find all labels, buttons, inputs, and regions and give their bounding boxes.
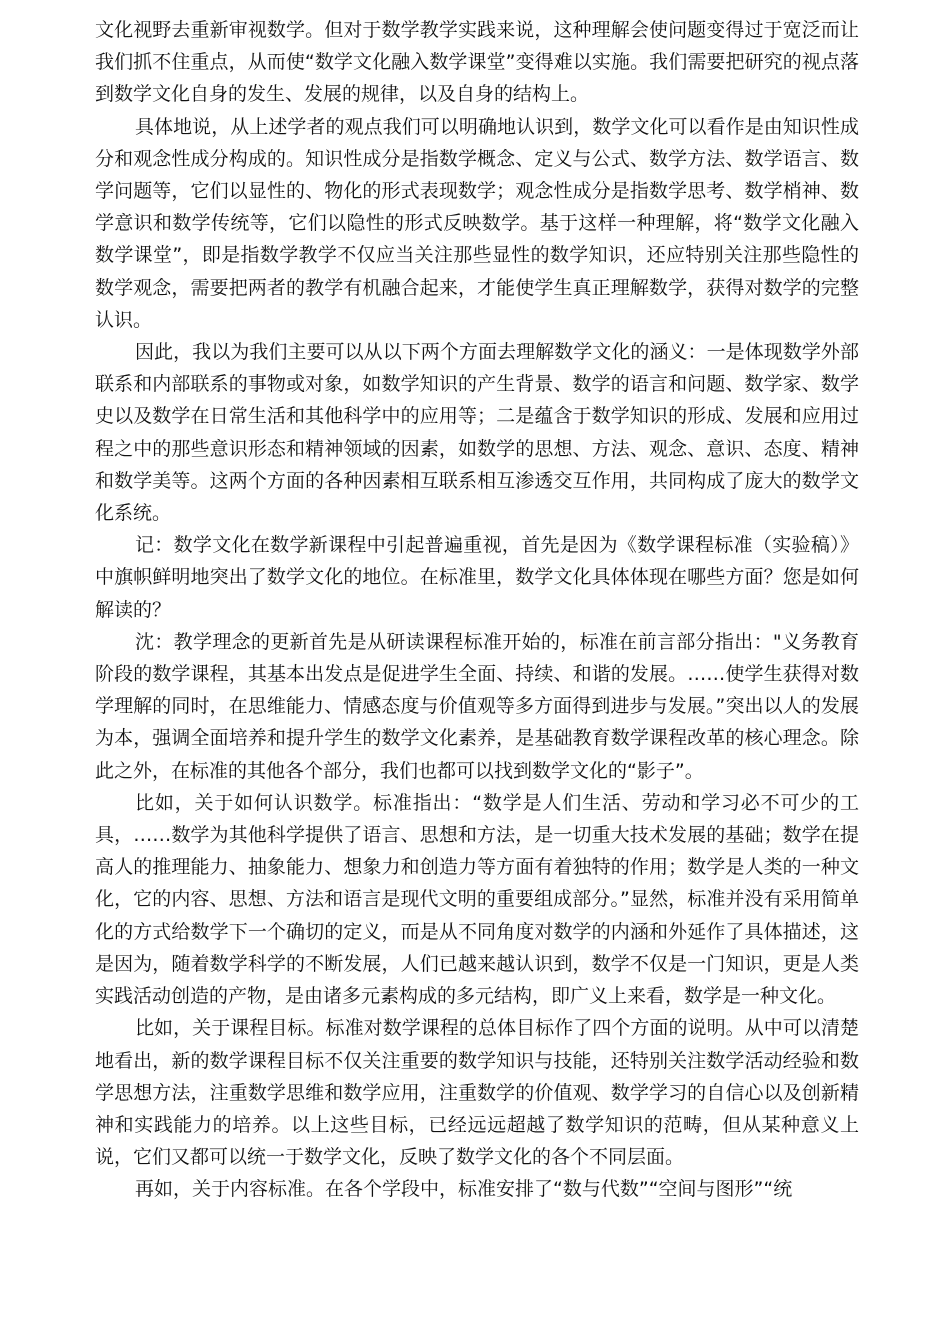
paragraph-2: 具体地说，从上述学者的观点我们可以明确地认识到，数学文化可以看作是由知识性成分和观念性成分构成的。知识性成分是指数学概念、定义与公式、数学方法、数学语言、数学问题等，它们以显性的、物化的形式表现数学；观念性成分是指数学思考、数学梢神、数学意识和数学传统等，它们以隐性的形式反映数学。基于这样一种理解，将“数学文化融入数学课堂”，即是指数学教学不仅应当关注那些显性的数学知识，还应特别关注那些隐性的数学观念，需要把两者的教学有机融合起来，才能使学生真正理解数学，获得对数学的完整认识。 — [95, 115, 859, 331]
paragraph-4-question: 记：数学文化在数学新课程中引起普遍重视，首先是因为《数学课程标准（实验稿）》中旗帜鲜明地突出了数学文化的地位。在标准里，数学文化具体体现在哪些方面？您是如何解读的？ — [95, 534, 859, 621]
paragraph-8: 再如，关于内容标准。在各个学段中，标准安排了“数与代数”“空间与图形”“统 — [135, 1178, 793, 1201]
document-page — [95, 14, 859, 1206]
paragraph-5-answer: 沈：教学理念的更新首先是从研读课程标准开始的，标准在前言部分指出："义务教育阶段的数学课程，其基本出发点是促进学生全面、持续、和谐的发展。……使学生获得对数学理解的同时，在思维能力、情感态度与价值观等多方面得到进步与发展。”突出以人的发展为本，强调全面培养和提升学生的数学文化素养，是基础教育数学课程改革的核心理念。除此之外，在标准的其他各个部分，我们也都可以找到数学文化的“影子”。 — [95, 630, 859, 782]
paragraph-6: 比如，关于如何认识数学。标准指出：“数学是人们生活、劳动和学习必不可少的工具，……数学为其他科学提供了语言、思想和方法，是一切重大技术发展的基础；数学在提高人的推理能力、抽象能力、想象力和创造力等方面有着独特的作用；数学是人类的一种文化，它的内容、思想、方法和语言是现代文明的重要组成部分。”显然，标准并没有采用简单化的方式给数学下一个确切的定义，而是从不同角度对数学的内涵和外延作了具体描述，这是因为，随着数学科学的不断发展，人们已越来越认识到，数学不仅是一门知识，更是人类实践活动创造的产物，是由诸多元素构成的多元结构，即广义上来看，数学是一种文化。 — [95, 791, 859, 1008]
paragraph-3: 因此，我以为我们主要可以从以下两个方面去理解数学文化的涵义：一是体现数学外部联系和内部联系的事物或对象，如数学知识的产生背景、数学的语言和问题、数学家、数学史以及数学在日常生活和其他科学中的应用等；二是蕴含于数学知识的形成、发展和应用过程之中的那些意识形态和精神领域的因素，如数学的思想、方法、观念、意识、态度、精神和数学美等。这两个方面的各种因素相互联系相互渗透交互作用，共同构成了庞大的数学文化系统。 — [95, 341, 859, 525]
paragraph-7: 比如，关于课程目标。标准对数学课程的总体目标作了四个方面的说明。从中可以清楚地看出，新的数学课程目标不仅关注重要的数学知识与技能，还特别关注数学活动经验和数学思想方法，注重数学思维和数学应用，注重数学的价值观、数学学习的自信心以及创新精神和实践能力的培养。以上这些目标，已经远远超越了数学知识的范畴，但从某种意义上说，它们又都可以统一于数学文化，反映了数学文化的各个不同层面。 — [95, 1017, 859, 1169]
paragraph-1: 文化视野去重新审视数学。但对于数学教学实践来说，这种理解会使问题变得过于宽泛而让我们抓不住重点，从而使“数学文化融入数学课堂”变得难以实施。我们需要把研究的视点落到数学文化自身的发生、发展的规律，以及自身的结构上。 — [95, 19, 859, 106]
